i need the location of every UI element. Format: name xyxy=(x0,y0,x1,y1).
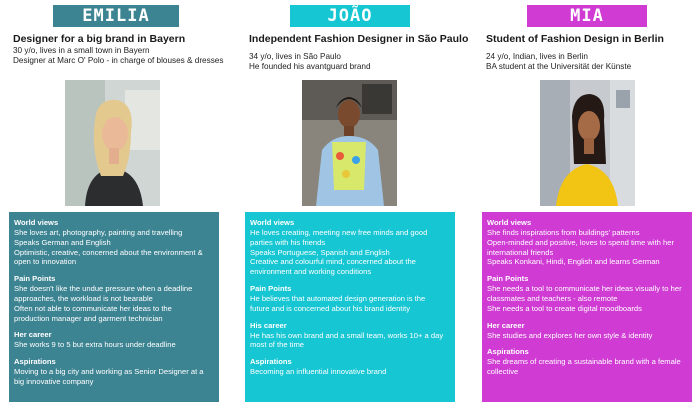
persona-subtitle-line: 30 y/o, lives in a small town in Bayern xyxy=(13,46,150,55)
section-pain-points xyxy=(14,274,214,323)
persona-photo xyxy=(65,80,160,206)
section-title: Pain Points xyxy=(14,274,56,284)
section-aspirations xyxy=(487,347,687,377)
section-line: approaches, the workload is not bearable xyxy=(14,293,153,303)
section-line: parties with his friends xyxy=(250,237,326,247)
persona-subtitle-line: BA student at the Universität der Künste xyxy=(486,62,632,71)
persona-subtitle-line: He founded his avantguard brand xyxy=(249,62,371,71)
section-line: most of the time xyxy=(250,340,305,350)
section-aspirations xyxy=(14,357,214,387)
section-line: She loves art, photography, painting and travelling xyxy=(14,228,183,237)
section-line: She finds inspirations from buildings' patterns xyxy=(487,228,640,237)
persona-name-banner: JOÃO xyxy=(290,5,410,27)
section-title: Aspirations xyxy=(487,347,529,357)
persona-details-panel xyxy=(482,212,692,402)
persona-headline: Student of Fashion Design in Berlin xyxy=(486,33,664,45)
section-title: World views xyxy=(487,218,532,227)
section-career xyxy=(487,321,687,341)
section-world-views xyxy=(250,218,450,277)
section-line: She studies and explores her own style & identity xyxy=(487,330,653,340)
section-title: Pain Points xyxy=(487,274,529,284)
persona-card-emilia xyxy=(9,0,231,406)
section-line: production manager and garment technician xyxy=(14,313,163,323)
section-line: Moving to a big city and working as Senior Designer at a xyxy=(14,367,204,377)
section-title: Her career xyxy=(487,320,525,330)
section-line: She needs a tool to communicate her ideas visually to her xyxy=(487,284,682,294)
section-line: Creative and colourful mind, concerned about the xyxy=(250,257,416,267)
section-aspirations xyxy=(250,357,450,377)
persona-subtitle xyxy=(486,52,700,72)
section-line: international friends xyxy=(487,247,554,257)
persona-details-panel xyxy=(9,212,219,402)
section-line: Often not able to communicate her ideas to the xyxy=(14,303,172,313)
section-pain-points xyxy=(487,274,687,313)
section-line: Speaks German and English xyxy=(14,237,111,247)
section-world-views xyxy=(487,218,687,267)
section-line: Open-minded and positive, loves to spend time with her xyxy=(487,237,674,247)
section-line: classmates and teachers - also remote xyxy=(487,293,618,303)
persona-details-panel xyxy=(245,212,455,402)
section-line: She dreams of creating a sustainable brand with a female xyxy=(487,357,681,367)
section-world-views xyxy=(14,218,214,267)
section-line: She needs a tool to create digital moodboards xyxy=(487,303,642,313)
section-line: Becoming an influential innovative brand xyxy=(250,367,387,377)
persona-headline: Independent Fashion Designer in São Paulo xyxy=(249,33,469,45)
section-title: Her career xyxy=(14,330,52,340)
section-pain-points xyxy=(250,284,450,314)
persona-photo xyxy=(302,80,397,206)
section-title: His career xyxy=(250,320,287,330)
section-line: open to innovation xyxy=(14,257,77,267)
section-line: She works 9 to 5 but extra hours under deadline xyxy=(14,340,176,350)
section-title: Aspirations xyxy=(14,357,56,367)
persona-subtitle xyxy=(13,46,231,66)
section-line: He has his own brand and a small team, works 10+ a day xyxy=(250,330,444,340)
section-line: big innovative company xyxy=(14,376,94,386)
section-line: He loves creating, meeting new free minds and good xyxy=(250,228,428,237)
section-line: environment and working conditions xyxy=(250,267,372,277)
persona-subtitle-line: Designer at Marc O' Polo - in charge of blouses & dresses xyxy=(13,56,224,65)
section-title: Aspirations xyxy=(250,357,292,367)
section-line: collective xyxy=(487,367,519,377)
persona-name-banner: EMILIA xyxy=(53,5,179,27)
section-title: World views xyxy=(14,218,59,227)
section-line: Speaks Konkani, Hindi, English and learns German xyxy=(487,257,660,267)
section-line: Optimistic, creative, concerned about the environment & xyxy=(14,247,203,257)
section-line: future and is concerned about his brand identity xyxy=(250,303,410,313)
persona-subtitle xyxy=(249,52,467,72)
section-career xyxy=(14,330,214,350)
persona-subtitle-line: 34 y/o, lives in São Paulo xyxy=(249,52,341,61)
persona-subtitle-line: 24 y/o, Indian, lives in Berlin xyxy=(486,52,588,61)
persona-photo xyxy=(540,80,635,206)
persona-headline: Designer for a big brand in Bayern xyxy=(13,33,186,45)
persona-card-mia xyxy=(482,0,700,406)
section-line: Speaks Portuguese, Spanish and English xyxy=(250,247,390,257)
section-title: World views xyxy=(250,218,295,227)
persona-name-banner: MIA xyxy=(527,5,647,27)
section-career xyxy=(250,321,450,351)
section-line: He believes that automated design generation is the xyxy=(250,293,426,303)
section-line: She doesn't like the undue pressure when a deadline xyxy=(14,284,193,294)
section-title: Pain Points xyxy=(250,283,292,293)
persona-card-joao xyxy=(245,0,467,406)
